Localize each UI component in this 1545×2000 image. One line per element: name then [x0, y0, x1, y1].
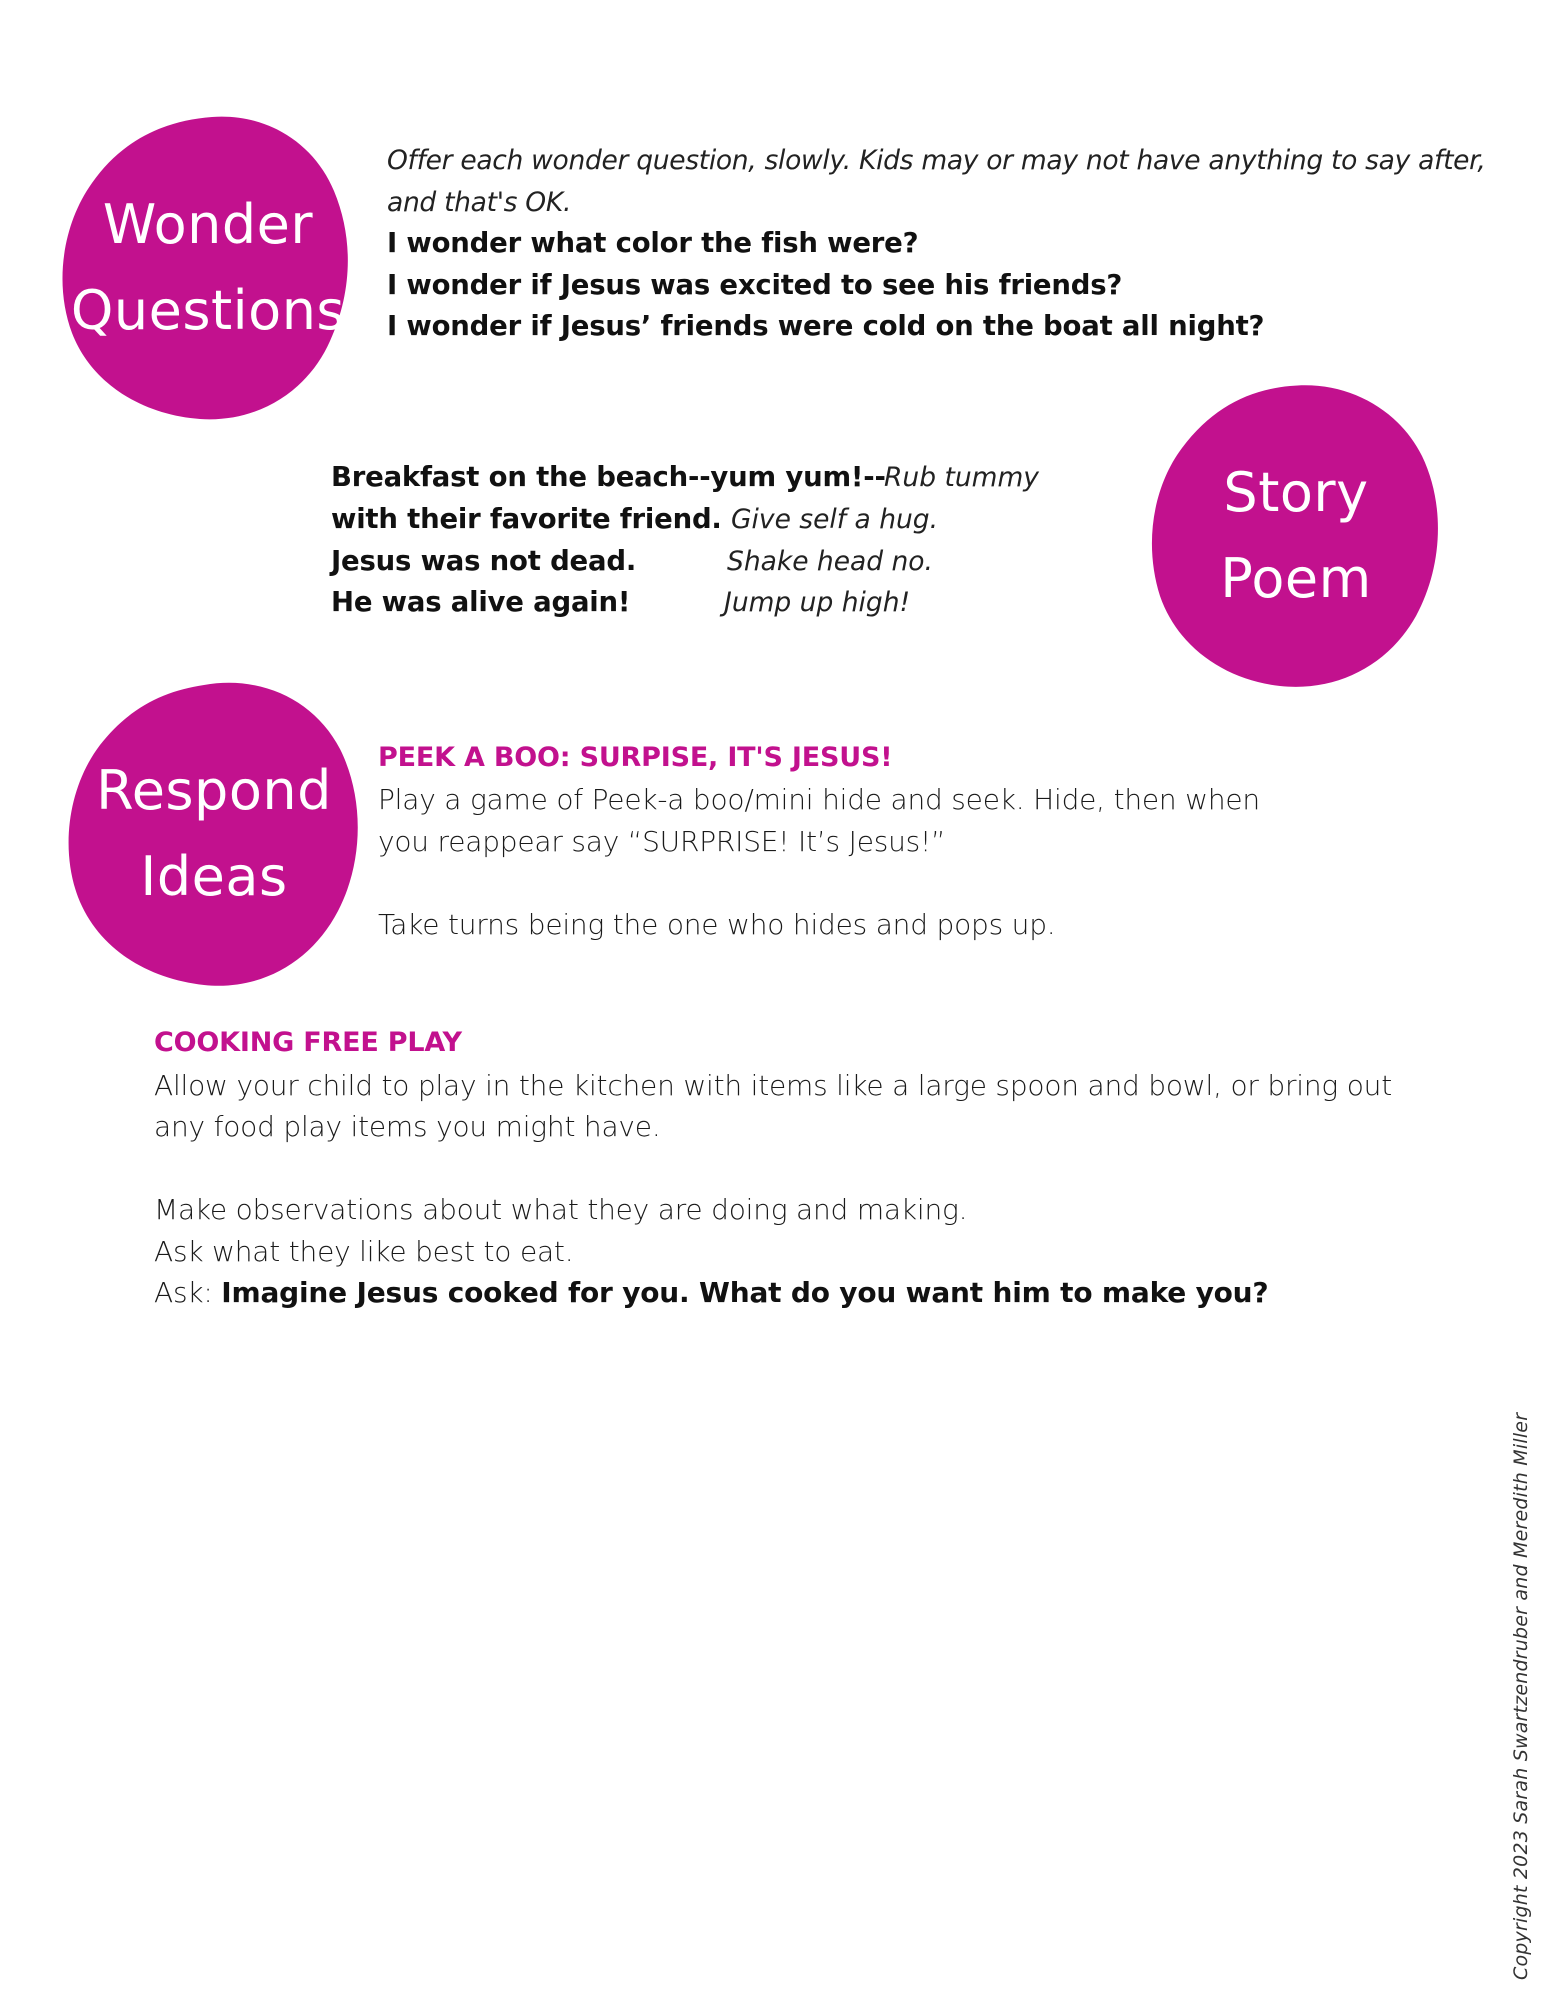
- poem-action-3: Shake head no.: [727, 546, 933, 577]
- poem-line-2: with their favorite friend.: [331, 503, 722, 535]
- peek-followup: Take turns being the one who hides and pops up.: [378, 908, 1056, 941]
- poem-badge-line-2: Poem: [1220, 547, 1372, 610]
- poem-action-2: Give self a hug.: [731, 504, 939, 535]
- peek-heading: PEEK A BOO: SURPISE, IT'S JESUS!: [378, 742, 893, 773]
- wonder-question-3: I wonder if Jesus’ friends were cold on the boat all night?: [387, 310, 1265, 342]
- cooking-observation-1: Make observations about what they are doing and making.: [154, 1193, 968, 1226]
- cooking-ask-line: [154, 1272, 1268, 1314]
- wonder-intro-line-1: Offer each wonder question, slowly. Kids may or may not have anything to say after,: [387, 145, 1486, 176]
- copyright-notice: Copyright 2023 Sarah Swartzendruber and Meredith Miller: [1510, 1412, 1532, 1980]
- cooking-observation-2: Ask what they like best to eat.: [154, 1235, 574, 1268]
- poem-action-4: Jump up high!: [724, 587, 911, 618]
- poem-action-1: Rub tummy: [884, 462, 1039, 493]
- respond-badge-line-2: Ideas: [140, 845, 288, 908]
- wonder-questions-text: [387, 140, 1485, 348]
- story-poem-badge: [1150, 382, 1442, 690]
- poem-line-3: Jesus was not dead.: [331, 545, 637, 577]
- ask-question: Imagine Jesus cooked for you. What do you want him to make you?: [221, 1276, 1269, 1309]
- poem-line-1: Breakfast on the beach--yum yum!--: [331, 461, 886, 493]
- wonder-badge-line-1: Wonder: [102, 193, 314, 256]
- poem-badge-line-1: Story: [1223, 461, 1369, 524]
- cooking-line-1: Allow your child to play in the kitchen with items like a large spoon and bowl, or bring out: [154, 1069, 1392, 1102]
- wonder-question-2: I wonder if Jesus was excited to see his friends?: [387, 268, 1123, 301]
- peek-line-2: you reappear say “SURPRISE! It’s Jesus!”: [378, 825, 946, 858]
- wonder-intro-line-2: and that's OK.: [387, 186, 572, 218]
- cooking-heading: COOKING FREE PLAY: [154, 1027, 462, 1058]
- cooking-line-2: any food play items you might have.: [154, 1110, 661, 1143]
- peek-line-1: Play a game of Peek-a boo/mini hide and seek. Hide, then when: [378, 783, 1260, 816]
- poem-line-4: He was alive again!: [331, 586, 631, 618]
- wonder-question-1: I wonder what color the fish were?: [387, 227, 919, 259]
- respond-badge-line-1: Respond: [96, 759, 332, 822]
- ask-prefix: Ask:: [154, 1276, 222, 1309]
- wonder-badge-line-2: Questions: [70, 279, 346, 342]
- wonder-questions-badge: [62, 113, 354, 423]
- respond-ideas-badge: [68, 679, 360, 989]
